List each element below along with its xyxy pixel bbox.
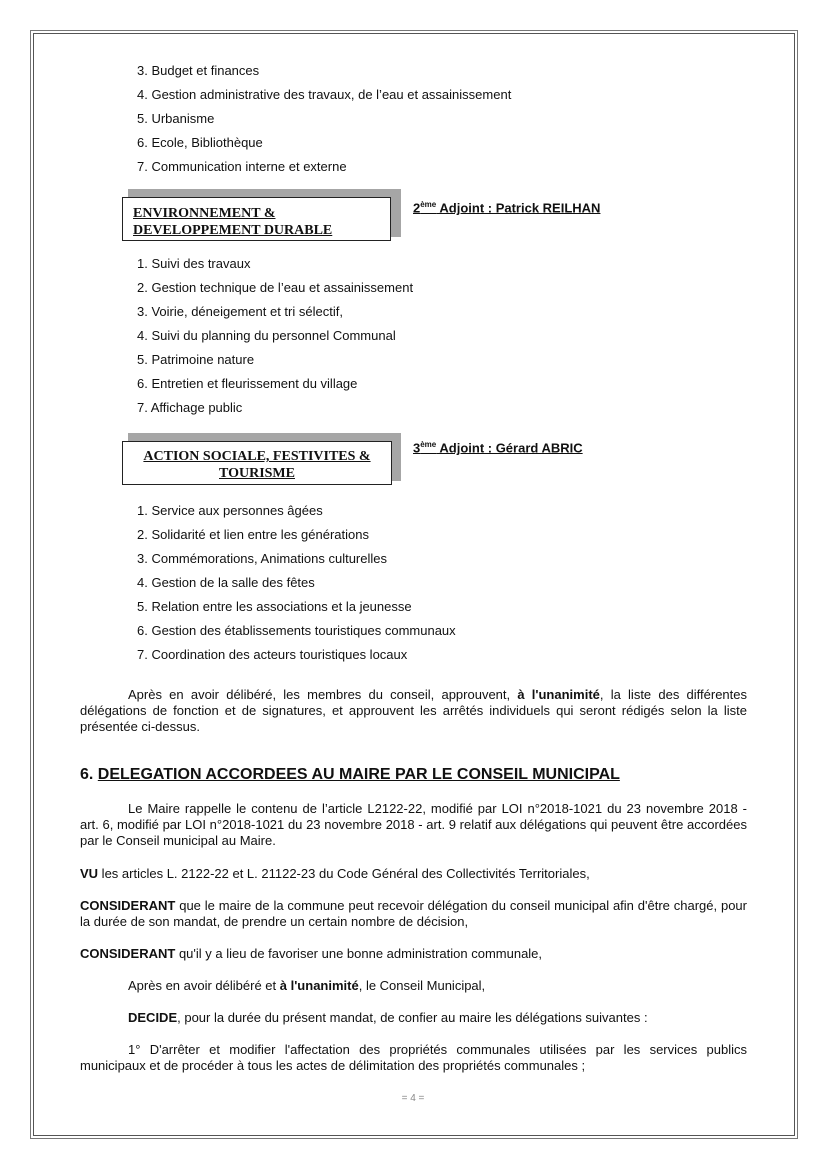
adjoint-label: 3ème Adjoint : Gérard ABRIC xyxy=(413,440,583,456)
list-item: 5. Relation entre les associations et la jeunesse xyxy=(137,599,412,614)
list-item: 3. Budget et finances xyxy=(137,63,260,78)
list-item: 1. Service aux personnes âgées xyxy=(137,503,323,518)
list-item: 2. Gestion technique de l’eau et assainissement xyxy=(137,280,414,295)
theme-title-line: DEVELOPPEMENT DURABLE xyxy=(133,223,333,238)
list-item: 6. Gestion des établissements touristiques communaux xyxy=(137,623,456,638)
list-item: 1. Suivi des travaux xyxy=(137,256,251,271)
approval-paragraph: Après en avoir délibéré, les membres du conseil, approuvent, à l'unanimité, la liste des différentes délégations de fonction et de signatures, et approuvent les arrêtés individuels qui seront rédigés selon la liste présentée ci-dessus. xyxy=(80,687,747,734)
list-item: 6. Ecole, Bibliothèque xyxy=(137,135,263,150)
list-item: 2. Solidarité et lien entre les générations xyxy=(137,527,369,542)
theme-title-line: TOURISME xyxy=(219,466,295,481)
list-item: 3. Voirie, déneigement et tri sélectif, xyxy=(137,304,343,319)
adjoint-label: 2ème Adjoint : Patrick REILHAN xyxy=(413,200,601,216)
list-item: 7. Affichage public xyxy=(137,400,243,415)
list-item: 4. Gestion administrative des travaux, de l’eau et assainissement xyxy=(137,87,512,102)
page-number: = 4 = xyxy=(401,1093,425,1104)
delegation-item: 1° D'arrêter et modifier l'affectation des propriétés communales utilisées par les services publics municipaux et de procéder à tous les actes de délimitation des propriétés communales ; xyxy=(80,1042,747,1073)
list-item: 7. Communication interne et externe xyxy=(137,159,347,174)
considerant-paragraph: CONSIDERANT que le maire de la commune peut recevoir délégation du conseil municipal afin d'être chargé, pour la durée de son mandat, de prendre un certain nombre de décision, xyxy=(80,898,747,929)
list-item: 4. Suivi du planning du personnel Communal xyxy=(137,328,396,343)
theme-title-line: ACTION SOCIALE, FESTIVITES & xyxy=(143,449,371,464)
list-item: 7. Coordination des acteurs touristiques locaux xyxy=(137,647,408,662)
section-heading: 6. DELEGATION ACCORDEES AU MAIRE PAR LE CONSEIL MUNICIPAL xyxy=(80,766,620,783)
list-item: 5. Patrimoine nature xyxy=(137,352,255,367)
deliberation-paragraph: Après en avoir délibéré et à l'unanimité, le Conseil Municipal, xyxy=(128,978,486,993)
rappel-paragraph: Le Maire rappelle le contenu de l’article L2122-22, modifié par LOI n°2018-1021 du 23 novembre 2018 - art. 6, modifié par LOI n°2018-1021 du 23 novembre 2018 - art. 9 relatif aux délégations qui peuvent être accordées par le Conseil municipal au Maire. xyxy=(80,801,747,848)
list-item: 6. Entretien et fleurissement du village xyxy=(137,376,358,391)
vu-paragraph: VU les articles L. 2122-22 et L. 21122-23 du Code Général des Collectivités Territoriales, xyxy=(80,866,590,881)
theme-title-line: ENVIRONNEMENT & xyxy=(133,206,276,221)
list-item: 3. Commémorations, Animations culturelles xyxy=(137,551,387,566)
considerant-paragraph: CONSIDERANT qu'il y a lieu de favoriser une bonne administration communale, xyxy=(80,946,543,961)
list-item: 5. Urbanisme xyxy=(137,111,215,126)
decide-paragraph: DECIDE, pour la durée du présent mandat, de confier au maire les délégations suivantes : xyxy=(128,1010,648,1025)
list-item: 4. Gestion de la salle des fêtes xyxy=(137,575,315,590)
